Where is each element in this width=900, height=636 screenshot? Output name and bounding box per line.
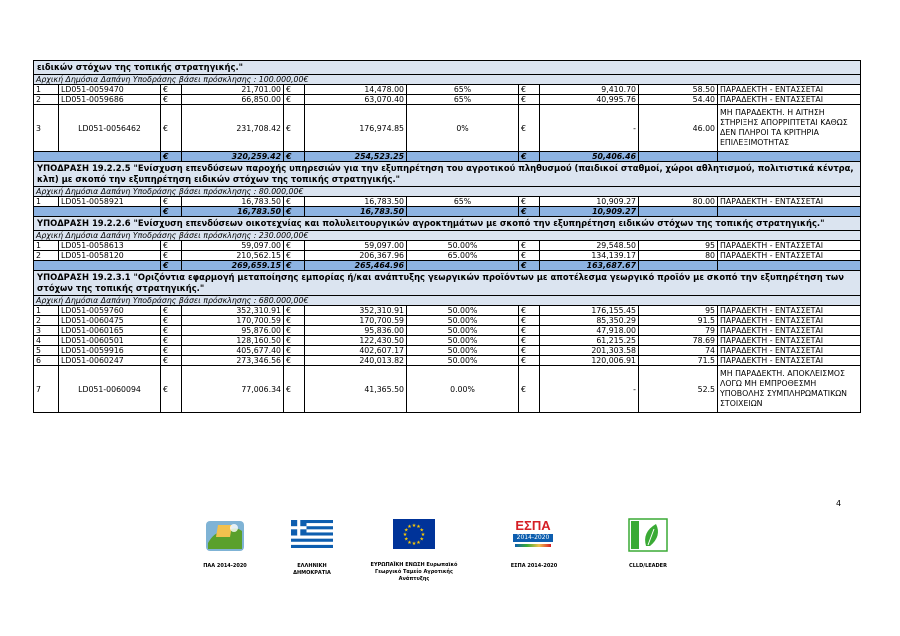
svg-text:★: ★ xyxy=(420,532,426,538)
currency-symbol: € xyxy=(284,207,305,217)
row-number: 3 xyxy=(34,326,59,336)
total-public-expense: 163,687.67 xyxy=(540,261,639,271)
currency-symbol: € xyxy=(519,152,540,162)
application-code: LD051-0059916 xyxy=(59,346,161,356)
document-table-area xyxy=(33,60,860,413)
table-row xyxy=(34,366,861,413)
score-value: 95 xyxy=(639,306,718,316)
budget-value: 66,850.00 xyxy=(182,95,284,105)
currency-symbol: € xyxy=(161,105,182,152)
row-number: 1 xyxy=(34,85,59,95)
section-heading-text: ΥΠΟΔΡΑΣΗ 19.2.2.6 "Ενίσχυση επενδύσεων οικοτεχνίας και πολυλειτουργικών αγροκτημάτων με σκοπό την εξυπηρέτηση ειδικών στόχων της τοπικής στρατηγικής." xyxy=(34,217,861,231)
score-value: 80 xyxy=(639,251,718,261)
total-row xyxy=(34,207,861,217)
total-eligible: 16,783.50 xyxy=(305,207,407,217)
score-value: 95 xyxy=(639,241,718,251)
currency-symbol: € xyxy=(161,95,182,105)
total-spacer xyxy=(407,261,519,271)
leader-caption: CLLD/LEADER xyxy=(629,563,667,569)
status-text: ΠΑΡΑΔΕΚΤΗ - ΕΝΤΑΣΣΕΤΑΙ xyxy=(718,95,861,105)
eu-caption xyxy=(368,562,460,583)
budget-value: 16,783.50 xyxy=(182,197,284,207)
currency-symbol: € xyxy=(519,207,540,217)
section-heading-text: ΥΠΟΔΡΑΣΗ 19.2.2.5 "Ενίσχυση επενδύσεων παροχής υπηρεσιών για την εξυπηρέτηση του αγροτικού πληθυσμού (παιδικοί σταθμοί, χώροι αθλητισμού, πολιτιστικά κέντρα, κλπ) με σκοπό την εξυπηρέτηση ειδικών στόχων της τοπικής στρατηγικής." xyxy=(34,162,861,187)
aid-rate: 0.00% xyxy=(407,366,519,413)
table-row xyxy=(34,95,861,105)
total-public-expense: 10,909.27 xyxy=(540,207,639,217)
section-heading-text: ειδικών στόχων της τοπικής στρατηγικής." xyxy=(34,61,861,75)
row-number: 2 xyxy=(34,95,59,105)
paa-logo xyxy=(204,519,246,553)
row-number: 3 xyxy=(34,105,59,152)
aid-rate: 0% xyxy=(407,105,519,152)
results-table xyxy=(33,60,861,413)
eligible-value: 170,700.59 xyxy=(305,316,407,326)
aid-rate: 50.00% xyxy=(407,336,519,346)
currency-symbol: € xyxy=(519,95,540,105)
currency-symbol: € xyxy=(161,85,182,95)
currency-symbol: € xyxy=(161,251,182,261)
public-expense-value: 10,909.27 xyxy=(540,197,639,207)
row-number: 1 xyxy=(34,241,59,251)
table-row xyxy=(34,356,861,366)
currency-symbol: € xyxy=(161,326,182,336)
application-code: LD051-0060165 xyxy=(59,326,161,336)
public-expense-value: 61,215.25 xyxy=(540,336,639,346)
public-expense-value: 29,548.50 xyxy=(540,241,639,251)
status-text: ΠΑΡΑΔΕΚΤΗ - ΕΝΤΑΣΣΕΤΑΙ xyxy=(718,356,861,366)
table-row xyxy=(34,316,861,326)
score-value: 80.00 xyxy=(639,197,718,207)
leader-logo xyxy=(628,518,668,552)
aid-rate: 50.00% xyxy=(407,241,519,251)
score-value: 58.50 xyxy=(639,85,718,95)
currency-symbol: € xyxy=(519,356,540,366)
svg-text:★: ★ xyxy=(407,539,412,546)
status-text: ΠΑΡΑΔΕΚΤΗ - ΕΝΤΑΣΣΕΤΑΙ xyxy=(718,197,861,207)
svg-text:★: ★ xyxy=(411,523,417,529)
page-number: 4 xyxy=(836,499,842,508)
total-row xyxy=(34,261,861,271)
application-code: LD051-0060094 xyxy=(59,366,161,413)
budget-value: 21,701.00 xyxy=(182,85,284,95)
budget-value: 77,006.34 xyxy=(182,366,284,413)
budget-row xyxy=(34,75,861,85)
status-text: ΠΑΡΑΔΕΚΤΗ - ΕΝΤΑΣΣΕΤΑΙ xyxy=(718,336,861,346)
status-text: ΠΑΡΑΔΕΚΤΗ - ΕΝΤΑΣΣΕΤΑΙ xyxy=(718,346,861,356)
status-text: ΠΑΡΑΔΕΚΤΗ - ΕΝΤΑΣΣΕΤΑΙ xyxy=(718,251,861,261)
score-value: 54.40 xyxy=(639,95,718,105)
aid-rate: 50.00% xyxy=(407,326,519,336)
espa-logo-years: 2014-2020 xyxy=(513,534,553,542)
eligible-value: 95,836.00 xyxy=(305,326,407,336)
application-code: LD051-0059686 xyxy=(59,95,161,105)
total-spacer xyxy=(639,261,718,271)
currency-symbol: € xyxy=(284,241,305,251)
section-heading xyxy=(34,162,861,187)
application-code: LD051-0059760 xyxy=(59,306,161,316)
application-code: LD051-0060247 xyxy=(59,356,161,366)
budget-text: Αρχική Δημόσια Δαπάνη Υποδράσης βάσει πρόσκλησης : 680.000,00€ xyxy=(34,296,861,306)
svg-text:★: ★ xyxy=(403,527,409,534)
currency-symbol: € xyxy=(161,366,182,413)
score-value: 52.5 xyxy=(639,366,718,413)
eligible-value: 41,365.50 xyxy=(305,366,407,413)
budget-text: Αρχική Δημόσια Δαπάνη Υποδράσης βάσει πρόσκλησης : 80.000,00€ xyxy=(34,187,861,197)
currency-symbol: € xyxy=(284,105,305,152)
budget-row xyxy=(34,187,861,197)
score-value: 91.5 xyxy=(639,316,718,326)
currency-symbol: € xyxy=(284,366,305,413)
application-code: LD051-0059470 xyxy=(59,85,161,95)
currency-symbol: € xyxy=(284,326,305,336)
currency-symbol: € xyxy=(284,152,305,162)
currency-symbol: € xyxy=(161,261,182,271)
currency-symbol: € xyxy=(161,152,182,162)
public-expense-value: 176,155.45 xyxy=(540,306,639,316)
eligible-value: 352,310.91 xyxy=(305,306,407,316)
table-row xyxy=(34,241,861,251)
section-heading xyxy=(34,217,861,231)
status-text: ΠΑΡΑΔΕΚΤΗ - ΕΝΤΑΣΣΕΤΑΙ xyxy=(718,326,861,336)
budget-text: Αρχική Δημόσια Δαπάνη Υποδράσης βάσει πρόσκλησης : 230.000,00€ xyxy=(34,231,861,241)
section-heading xyxy=(34,271,861,296)
currency-symbol: € xyxy=(519,336,540,346)
currency-symbol: € xyxy=(519,241,540,251)
total-public-expense: 50,406.46 xyxy=(540,152,639,162)
paa-caption: ΠΑΑ 2014-2020 xyxy=(203,563,247,569)
budget-value: 231,708.42 xyxy=(182,105,284,152)
currency-symbol: € xyxy=(519,261,540,271)
total-spacer xyxy=(639,152,718,162)
espa-logo xyxy=(509,519,557,549)
score-value: 46.00 xyxy=(639,105,718,152)
row-number: 1 xyxy=(34,306,59,316)
status-text: ΠΑΡΑΔΕΚΤΗ - ΕΝΤΑΣΣΕΤΑΙ xyxy=(718,306,861,316)
budget-value: 128,160.50 xyxy=(182,336,284,346)
total-spacer xyxy=(718,207,861,217)
greek-flag xyxy=(291,520,333,548)
table-row xyxy=(34,197,861,207)
row-number: 2 xyxy=(34,251,59,261)
total-eligible: 265,464.96 xyxy=(305,261,407,271)
total-spacer xyxy=(34,152,161,162)
currency-symbol: € xyxy=(161,316,182,326)
table-row xyxy=(34,251,861,261)
currency-symbol: € xyxy=(519,346,540,356)
public-expense-value: 85,350.29 xyxy=(540,316,639,326)
currency-symbol: € xyxy=(519,366,540,413)
currency-symbol: € xyxy=(284,251,305,261)
public-expense-value: 47,918.00 xyxy=(540,326,639,336)
row-number: 5 xyxy=(34,346,59,356)
eligible-value: 206,367.96 xyxy=(305,251,407,261)
total-spacer xyxy=(718,152,861,162)
eligible-value: 122,430.50 xyxy=(305,336,407,346)
eligible-value: 402,607.17 xyxy=(305,346,407,356)
score-value: 78.69 xyxy=(639,336,718,346)
application-code: LD051-0058921 xyxy=(59,197,161,207)
public-expense-value: 9,410.70 xyxy=(540,85,639,95)
budget-value: 210,562.15 xyxy=(182,251,284,261)
espa-color-bar xyxy=(515,544,551,547)
status-text: ΜΗ ΠΑΡΑΔΕΚΤΗ. Η ΑΙΤΗΣΗ ΣΤΗΡΙΞΗΣ ΑΠΟΡΡΙΠΤΕΤΑΙ ΚΑΘΩΣ ΔΕΝ ΠΛΗΡΟΙ ΤΑ ΚΡΙΤΗΡΙΑ ΕΠΙΛΕΞΙΜΟΤΗΤΑΣ xyxy=(718,105,861,152)
currency-symbol: € xyxy=(284,261,305,271)
aid-rate: 65.00% xyxy=(407,251,519,261)
currency-symbol: € xyxy=(519,197,540,207)
total-spacer xyxy=(407,152,519,162)
status-text: ΠΑΡΑΔΕΚΤΗ - ΕΝΤΑΣΣΕΤΑΙ xyxy=(718,241,861,251)
row-number: 6 xyxy=(34,356,59,366)
table-row xyxy=(34,105,861,152)
eligible-value: 59,097.00 xyxy=(305,241,407,251)
table-row xyxy=(34,326,861,336)
status-text: ΠΑΡΑΔΕΚΤΗ - ΕΝΤΑΣΣΕΤΑΙ xyxy=(718,316,861,326)
score-value: 79 xyxy=(639,326,718,336)
budget-value: 405,677.40 xyxy=(182,346,284,356)
eligible-value: 16,783.50 xyxy=(305,197,407,207)
table-row xyxy=(34,346,861,356)
aid-rate: 65% xyxy=(407,197,519,207)
aid-rate: 50.00% xyxy=(407,346,519,356)
total-spacer xyxy=(718,261,861,271)
aid-rate: 50.00% xyxy=(407,316,519,326)
budget-value: 170,700.59 xyxy=(182,316,284,326)
total-spacer xyxy=(34,207,161,217)
total-eligible: 254,523.25 xyxy=(305,152,407,162)
eu-flag xyxy=(393,519,435,549)
budget-row xyxy=(34,231,861,241)
currency-symbol: € xyxy=(284,336,305,346)
currency-symbol: € xyxy=(284,95,305,105)
budget-value: 95,876.00 xyxy=(182,326,284,336)
total-budget: 320,259.42 xyxy=(182,152,284,162)
currency-symbol: € xyxy=(519,85,540,95)
public-expense-value: - xyxy=(540,105,639,152)
svg-text:★: ★ xyxy=(403,536,409,543)
currency-symbol: € xyxy=(161,197,182,207)
currency-symbol: € xyxy=(284,356,305,366)
aid-rate: 65% xyxy=(407,85,519,95)
budget-value: 273,346.56 xyxy=(182,356,284,366)
application-code: LD051-0060475 xyxy=(59,316,161,326)
currency-symbol: € xyxy=(284,306,305,316)
greece-caption: ΕΛΛΗΝΙΚΗ ΔΗΜΟΚΡΑΤΙΑ xyxy=(293,563,331,576)
row-number: 7 xyxy=(34,366,59,413)
status-text: ΜΗ ΠΑΡΑΔΕΚΤΗ. ΑΠΟΚΛΕΙΣΜΟΣ ΛΟΓΩ ΜΗ ΕΜΠΡΟΘΕΣΜΗ ΥΠΟΒΟΛΗΣ ΣΥΜΠΛΗΡΩΜΑΤΙΚΩΝ ΣΤΟΙΧΕΙΩΝ xyxy=(718,366,861,413)
total-spacer xyxy=(407,207,519,217)
currency-symbol: € xyxy=(161,306,182,316)
budget-value: 59,097.00 xyxy=(182,241,284,251)
svg-text:★: ★ xyxy=(416,539,421,546)
svg-text:★: ★ xyxy=(416,524,421,531)
svg-text:★: ★ xyxy=(407,524,412,531)
score-value: 74 xyxy=(639,346,718,356)
application-code: LD051-0058613 xyxy=(59,241,161,251)
currency-symbol: € xyxy=(161,336,182,346)
espa-caption: ΕΣΠΑ 2014-2020 xyxy=(510,563,558,569)
currency-symbol: € xyxy=(519,326,540,336)
public-expense-value: 40,995.76 xyxy=(540,95,639,105)
score-value: 71.5 xyxy=(639,356,718,366)
svg-text:★: ★ xyxy=(402,532,408,538)
total-row xyxy=(34,152,861,162)
eu-caption-line-2: Γεωργικό Ταμείο Αγροτικής xyxy=(375,569,453,575)
eu-caption-line-3: Ανάπτυξης xyxy=(398,576,430,582)
section-heading xyxy=(34,61,861,75)
total-spacer xyxy=(639,207,718,217)
public-expense-value: 134,139.17 xyxy=(540,251,639,261)
eligible-value: 240,013.82 xyxy=(305,356,407,366)
currency-symbol: € xyxy=(161,207,182,217)
public-expense-value: 201,303.58 xyxy=(540,346,639,356)
aid-rate: 50.00% xyxy=(407,306,519,316)
svg-text:★: ★ xyxy=(419,536,425,543)
aid-rate: 65% xyxy=(407,95,519,105)
table-row xyxy=(34,306,861,316)
currency-symbol: € xyxy=(284,197,305,207)
currency-symbol: € xyxy=(161,346,182,356)
budget-text: Αρχική Δημόσια Δαπάνη Υποδράσης βάσει πρόσκλησης : 100.000,00€ xyxy=(34,75,861,85)
total-budget: 16,783.50 xyxy=(182,207,284,217)
aid-rate: 50.00% xyxy=(407,356,519,366)
row-number: 4 xyxy=(34,336,59,346)
budget-row xyxy=(34,296,861,306)
currency-symbol: € xyxy=(284,316,305,326)
public-expense-value: - xyxy=(540,366,639,413)
currency-symbol: € xyxy=(519,251,540,261)
row-number: 1 xyxy=(34,197,59,207)
application-code: LD051-0056462 xyxy=(59,105,161,152)
svg-text:★: ★ xyxy=(411,541,417,547)
currency-symbol: € xyxy=(161,241,182,251)
application-code: LD051-0060501 xyxy=(59,336,161,346)
total-budget: 269,659.15 xyxy=(182,261,284,271)
currency-symbol: € xyxy=(519,316,540,326)
eu-caption-line-1: ΕΥΡΩΠΑΪΚΗ ΕΝΩΣΗ Ευρωπαϊκό xyxy=(370,562,458,568)
section-heading-text: ΥΠΟΔΡΑΣΗ 19.2.3.1 "Οριζόντια εφαρμογή μεταποίησης εμπορίας ή/και ανάπτυξης γεωργικών προϊόντων με αποτέλεσμα γεωργικό προϊόν με σκοπό την εξυπηρέτηση των στόχων της τοπικής στρατηγικής." xyxy=(34,271,861,296)
table-row xyxy=(34,336,861,346)
status-text: ΠΑΡΑΔΕΚΤΗ - ΕΝΤΑΣΣΕΤΑΙ xyxy=(718,85,861,95)
total-spacer xyxy=(34,261,161,271)
currency-symbol: € xyxy=(284,85,305,95)
currency-symbol: € xyxy=(519,306,540,316)
currency-symbol: € xyxy=(161,356,182,366)
table-row xyxy=(34,85,861,95)
currency-symbol: € xyxy=(519,105,540,152)
currency-symbol: € xyxy=(284,346,305,356)
svg-text:★: ★ xyxy=(419,527,425,534)
eligible-value: 176,974.85 xyxy=(305,105,407,152)
eligible-value: 14,478.00 xyxy=(305,85,407,95)
application-code: LD051-0058120 xyxy=(59,251,161,261)
eligible-value: 63,070.40 xyxy=(305,95,407,105)
espa-logo-text: ΕΣΠΑ xyxy=(515,518,551,533)
row-number: 2 xyxy=(34,316,59,326)
public-expense-value: 120,006.91 xyxy=(540,356,639,366)
budget-value: 352,310.91 xyxy=(182,306,284,316)
